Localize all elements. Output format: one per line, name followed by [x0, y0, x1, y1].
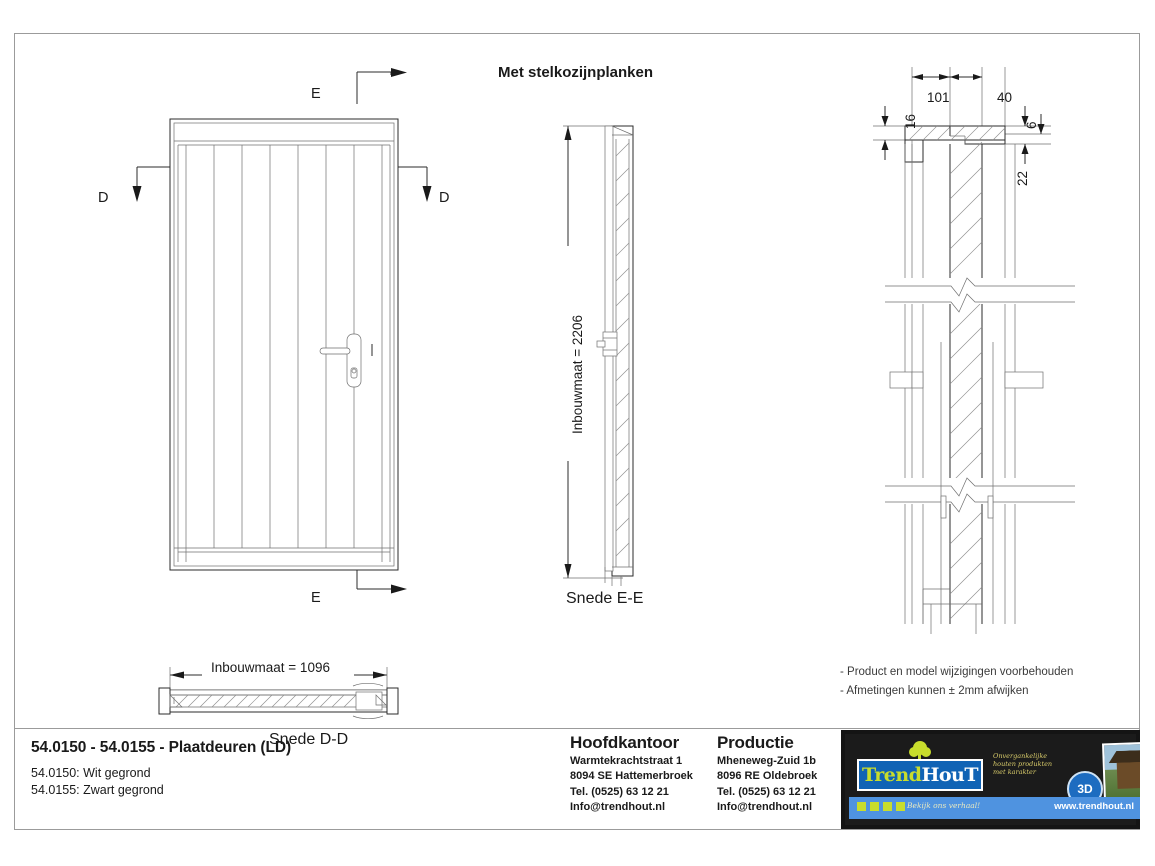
title-block-left — [31, 739, 551, 799]
break-line-1 — [885, 278, 1075, 312]
drawing-sheet — [14, 33, 1140, 830]
logo-footer-bar — [849, 797, 1140, 819]
marker-label-d-right: D — [439, 190, 450, 206]
dimension-label-22: 22 — [1015, 170, 1030, 186]
dimension-label-101: 101 — [927, 90, 950, 105]
cabin-photo — [1102, 741, 1140, 802]
variant-white: 54.0150: Wit gegrond — [31, 766, 151, 780]
production-city: 8096 RE Oldebroek — [717, 770, 818, 783]
marker-label-e-top: E — [311, 86, 321, 102]
logo-word-trend: Trend — [861, 764, 922, 786]
section-dd-body — [159, 683, 398, 718]
door-elevation-drawing — [75, 44, 545, 644]
logo-website-url[interactable]: www.trendhout.nl — [1054, 801, 1134, 812]
logo-wordmark — [859, 761, 981, 789]
badge-3d-icon: 3D — [1067, 771, 1103, 807]
section-ee-body — [597, 126, 633, 586]
office-phone: Tel. (0525) 63 12 21 — [570, 785, 669, 798]
break-line-2 — [885, 478, 1075, 512]
title-block — [15, 728, 1139, 829]
logo-square-3 — [883, 802, 892, 811]
caption-snede-ee: Snede E-E — [566, 590, 644, 607]
disclaimer-line-1: - Product en model wijzigingen voorbehouden — [840, 666, 1074, 678]
logo-bar-text: Bekijk ons verhaal! — [907, 801, 981, 810]
office-city: 8094 SE Hattemerbroek — [570, 770, 693, 783]
title-met-stelkozijnplanken: Met stelkozijnplanken — [498, 64, 654, 81]
office-email: Info@trendhout.nl — [570, 800, 666, 813]
section-marker-e-top — [357, 68, 407, 104]
dimension-label-6: 6 — [1024, 121, 1039, 129]
logo-wordmark-badge — [857, 759, 983, 791]
production-phone: Tel. (0525) 63 12 21 — [717, 785, 816, 798]
trendhout-logo[interactable] — [841, 730, 1140, 829]
cabin-roof — [1108, 749, 1140, 763]
logo-square-2 — [870, 802, 879, 811]
logo-square-1 — [857, 802, 866, 811]
detail-dimension-6-22 — [1005, 106, 1051, 164]
logo-square-4 — [896, 802, 905, 811]
logo-word-hout: HouT — [921, 764, 979, 786]
caption-snede-dd: Snede D-D — [269, 731, 349, 748]
disclaimer-line-2: - Afmetingen kunnen ± 2mm afwijken — [840, 685, 1029, 697]
dimension-label-2206: Inbouwmaat = 2206 — [570, 315, 585, 434]
address-heading-productie: Productie — [717, 733, 794, 752]
logo-slogan: Onvergankelijke houten produkten met karakter — [993, 752, 1053, 776]
dimension-label-1096: Inbouwmaat = 1096 — [211, 660, 330, 675]
detail-vertical-body — [885, 142, 1075, 634]
dimension-label-16: 16 — [903, 113, 918, 129]
marker-label-d-left: D — [98, 190, 109, 206]
section-ee-drawing — [535, 86, 715, 606]
logo-inner-panel — [845, 734, 1136, 825]
production-email: Info@trendhout.nl — [717, 800, 813, 813]
disclaimer-block — [840, 663, 1073, 701]
address-hoofdkantoor — [570, 735, 693, 815]
address-heading-hoofdkantoor: Hoofdkantoor — [570, 733, 680, 752]
door-frame — [170, 119, 398, 570]
office-street: Warmtekrachtstraat 1 — [570, 755, 683, 768]
production-street: Mheneweg-Zuid 1b — [717, 755, 816, 768]
logo-squares — [857, 802, 905, 811]
variant-black: 54.0155: Zwart gegrond — [31, 783, 164, 797]
section-dd-drawing — [140, 634, 440, 724]
address-productie — [717, 735, 817, 815]
detail-section-drawing — [845, 44, 1115, 634]
dimension-label-40: 40 — [997, 90, 1013, 105]
page-title: 54.0150 - 54.0155 - Plaatdeuren (LD) — [31, 739, 292, 756]
marker-label-e-bottom: E — [311, 590, 321, 606]
detail-frame-head — [905, 126, 1005, 162]
